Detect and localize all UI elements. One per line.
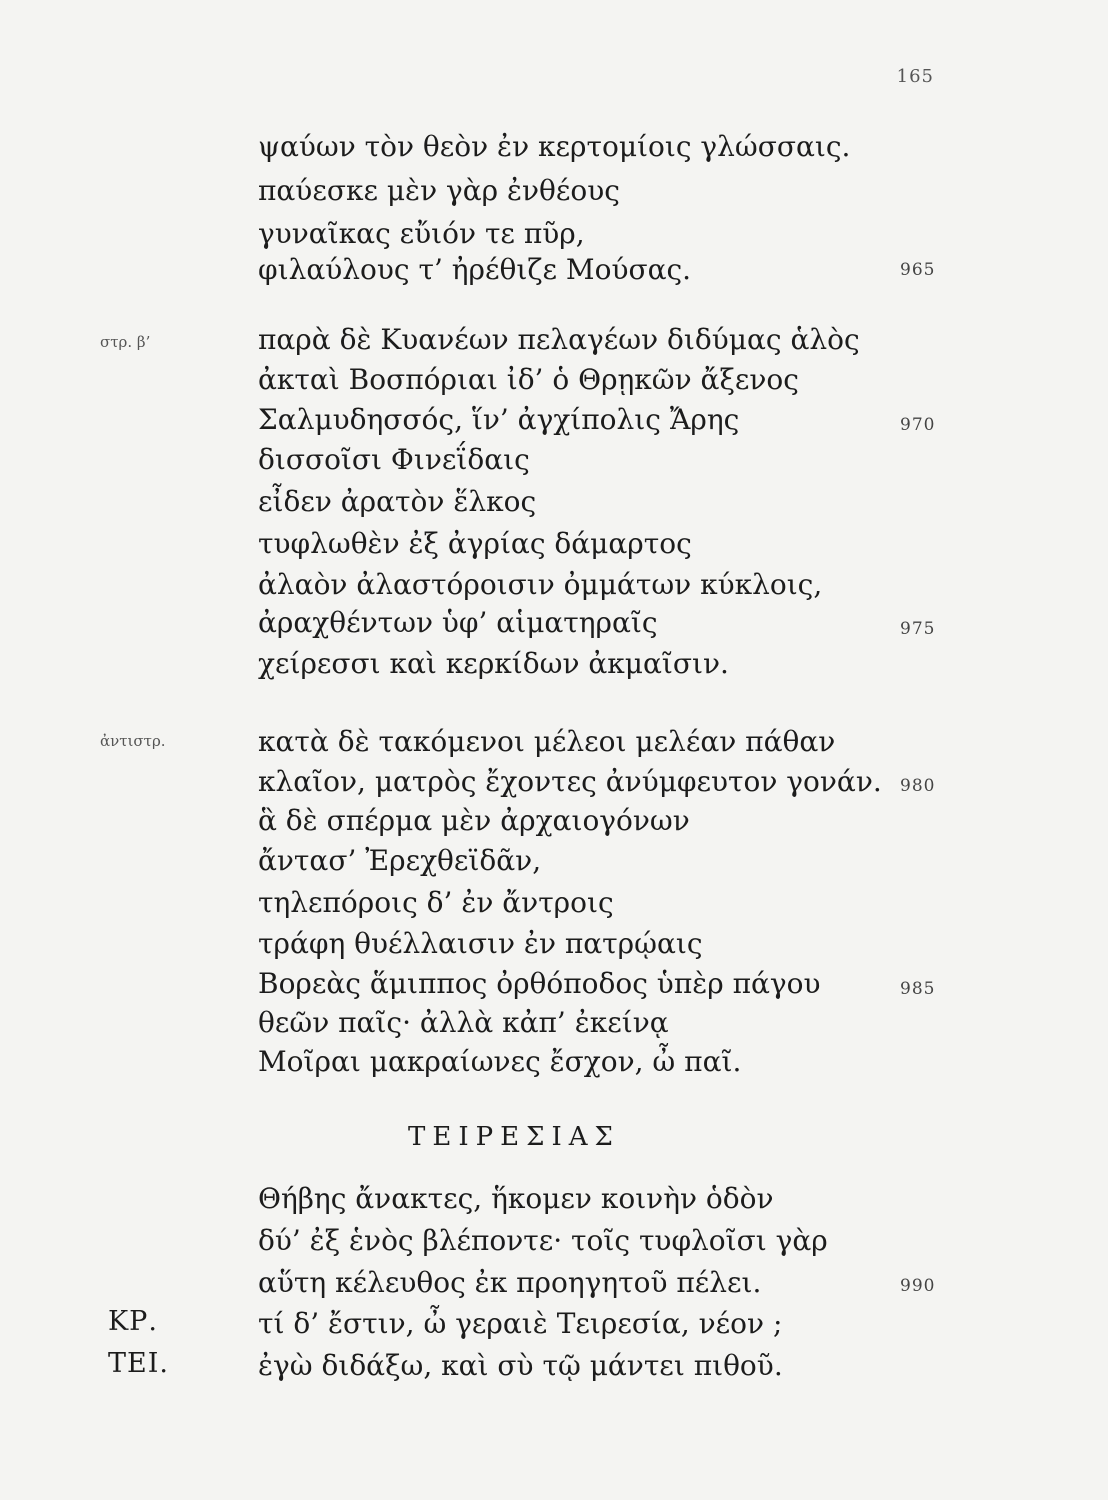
verse-line: τί δ’ ἔστιν, ὦ γεραιὲ Τειρεσία, νέον ; bbox=[258, 1307, 783, 1340]
verse-line: χείρεσσι καὶ κερκίδων ἀκμαῖσιν. bbox=[258, 647, 729, 680]
verse-line: Βορεὰς ἅμιππος ὀρθόποδος ὑπὲρ πάγου bbox=[258, 967, 821, 1000]
verse-line: γυναῖκας εὔιόν τε πῦρ, bbox=[258, 217, 585, 250]
line-number: 965 bbox=[900, 260, 936, 280]
verse-line: ἀραχθέντων ὑφ’ αἱματηραῖς bbox=[258, 606, 658, 639]
line-number: 980 bbox=[900, 776, 936, 796]
verse-line: παύεσκε μὲν γὰρ ἐνθέους bbox=[258, 174, 620, 207]
line-number: 970 bbox=[900, 415, 936, 435]
verse-line: εἶδεν ἀρατὸν ἕλκος bbox=[258, 485, 537, 518]
strophe-marker: στρ. β’ bbox=[100, 333, 151, 351]
verse-line: τηλεπόροις δ’ ἐν ἄντροις bbox=[258, 886, 614, 919]
verse-line: δύ’ ἐξ ἑνὸς βλέποντε· τοῖς τυφλοῖσι γὰρ bbox=[258, 1224, 828, 1257]
verse-line: Σαλμυδησσός, ἵν’ ἀγχίπολις Ἄρης bbox=[258, 403, 740, 436]
antistrophe-marker: ἀντιστρ. bbox=[100, 732, 166, 750]
verse-line: αὕτη κέλευθος ἐκ προηγητοῦ πέλει. bbox=[258, 1266, 762, 1299]
verse-line: Θήβης ἄνακτες, ἥκομεν κοινὴν ὁδὸν bbox=[258, 1182, 774, 1215]
speaker-label: ΤΕΙ. bbox=[108, 1348, 169, 1379]
verse-line: ἃ δὲ σπέρμα μὲν ἀρχαιογόνων bbox=[258, 804, 690, 837]
verse-line: ἐγὼ διδάξω, καὶ σὺ τῷ μάντει πιθοῦ. bbox=[258, 1349, 783, 1382]
verse-line: ἀλαὸν ἀλαστόροισιν ὀμμάτων κύκλοις, bbox=[258, 568, 823, 601]
verse-line: κλαῖον, ματρὸς ἔχοντες ἀνύμφευτον γονάν. bbox=[258, 765, 882, 798]
verse-line: ἄντασ’ Ἐρεχθεϊδᾶν, bbox=[258, 844, 542, 877]
verse-line: δισσοῖσι Φινεΐδαις bbox=[258, 443, 530, 476]
verse-line: τράφη θυέλλαισιν ἐν πατρῴαις bbox=[258, 927, 703, 960]
speaker-label: ΚΡ. bbox=[108, 1306, 158, 1337]
verse-line: ἀκταὶ Βοσπόριαι ἰδ’ ὁ Θρῃκῶν ἄξενος bbox=[258, 363, 799, 396]
verse-line: θεῶν παῖς· ἀλλὰ κἀπ’ ἐκείνᾳ bbox=[258, 1006, 669, 1039]
page-number: 165 bbox=[896, 66, 934, 87]
line-number: 990 bbox=[900, 1276, 936, 1296]
speaker-heading: ΤΕΙΡΕΣΙΑΣ bbox=[408, 1122, 620, 1152]
verse-line: φιλαύλους τ’ ἠρέθιζε Μούσας. bbox=[258, 253, 692, 286]
line-number: 975 bbox=[900, 619, 936, 639]
verse-line: παρὰ δὲ Κυανέων πελαγέων διδύμας ἁλὸς bbox=[258, 323, 860, 356]
verse-line: τυφλωθὲν ἐξ ἀγρίας δάμαρτος bbox=[258, 527, 692, 560]
verse-line: Μοῖραι μακραίωνες ἔσχον, ὦ παῖ. bbox=[258, 1045, 742, 1078]
verse-line: ψαύων τὸν θεὸν ἐν κερτομίοις γλώσσαις. bbox=[258, 130, 851, 163]
verse-line: κατὰ δὲ τακόμενοι μέλεοι μελέαν πάθαν bbox=[258, 725, 836, 758]
line-number: 985 bbox=[900, 979, 936, 999]
